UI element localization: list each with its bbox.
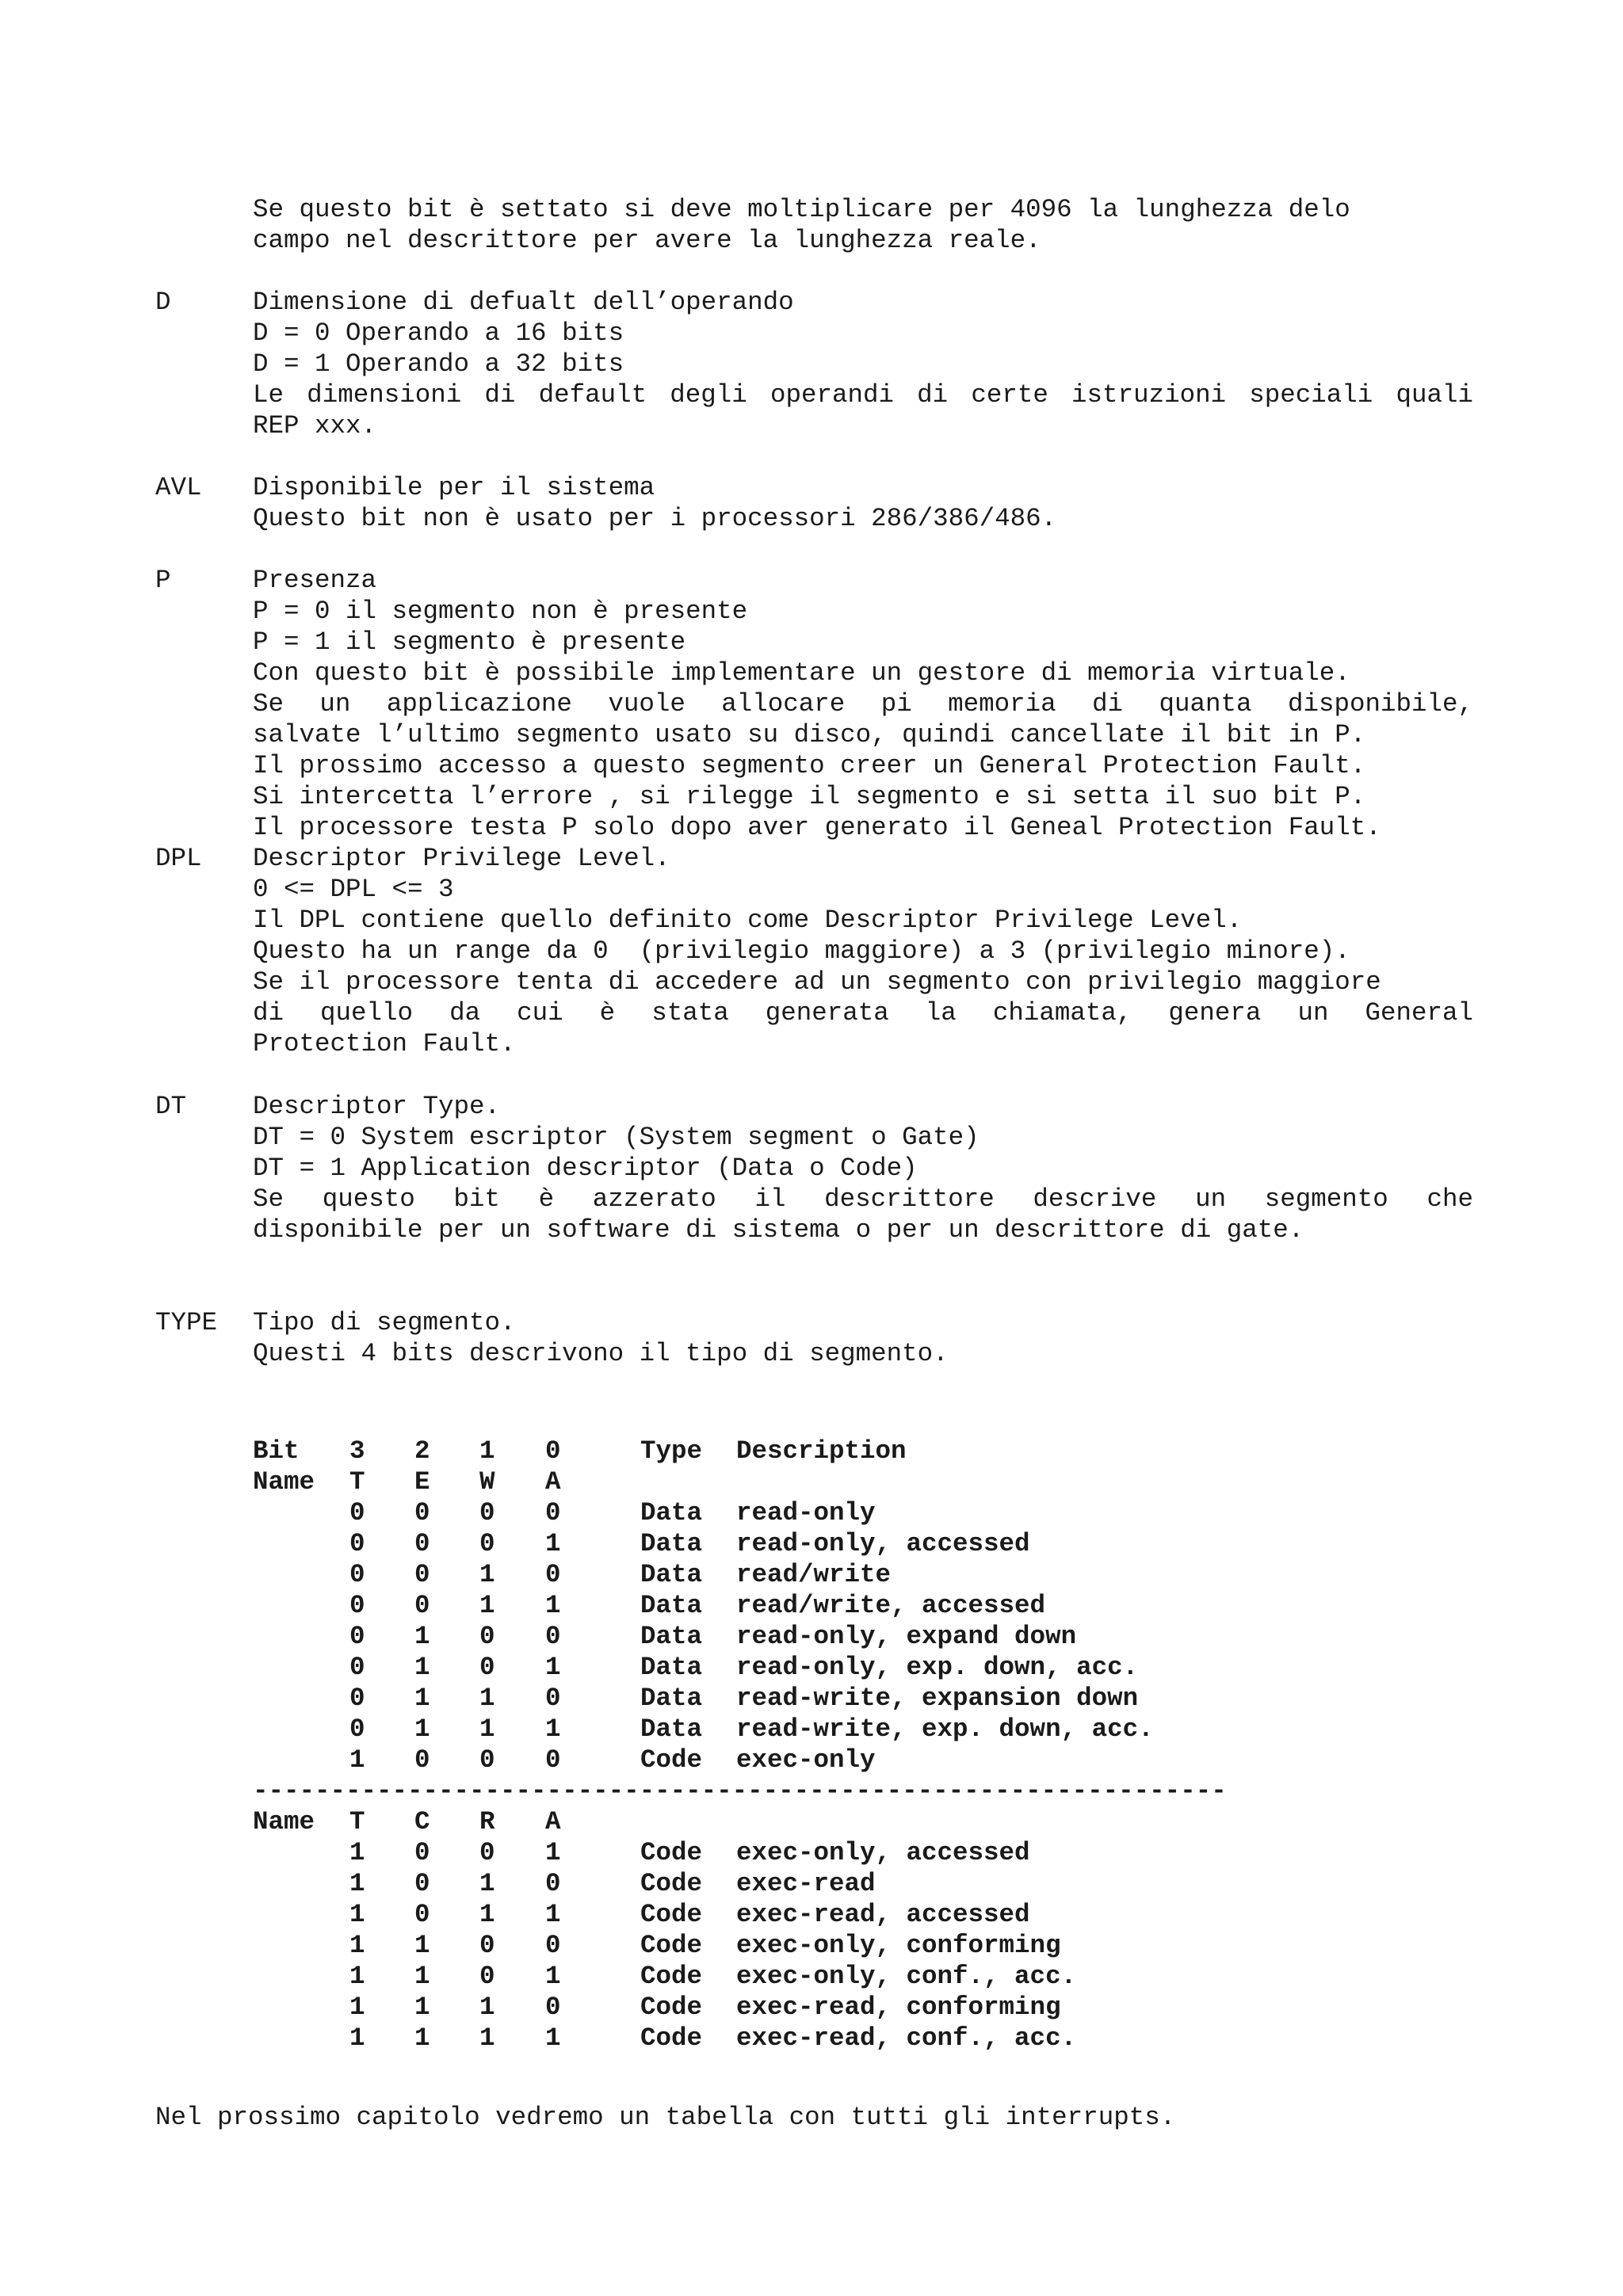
field-d-line: Le dimensioni di default degli operandi di certe istruzioni speciali quali (253, 380, 1473, 410)
table-cell-b1: 0 (479, 1745, 495, 1775)
table-cell-b1: 1 (479, 1900, 495, 1929)
table-cell-type: Code (640, 1869, 703, 1898)
table-cell-b1: 0 (479, 1653, 495, 1682)
field-d-line: D = 0 Operando a 16 bits (253, 318, 624, 348)
table-cell-b0: 0 (545, 1436, 561, 1466)
table-cell-b0: 0 (545, 1684, 561, 1713)
table-cell-b3: 3 (349, 1436, 365, 1466)
field-term-p: P (155, 566, 171, 595)
table-cell-b0: 1 (545, 1714, 561, 1744)
table-cell-b2: 1 (414, 1653, 430, 1682)
field-term-dpl: DPL (155, 844, 202, 873)
table-cell-type: Code (640, 1838, 703, 1867)
table-cell-b1: R (479, 1807, 495, 1836)
table-cell-desc: read-write, exp. down, acc. (736, 1714, 1154, 1744)
table-cell-desc: read-only (736, 1498, 876, 1527)
field-term-d: D (155, 288, 171, 317)
table-cell-desc: read-only, accessed (736, 1529, 1030, 1558)
table-cell-desc: read-write, expansion down (736, 1684, 1139, 1713)
table-cell-b3: 1 (349, 1838, 365, 1867)
table-cell-type: Data (640, 1529, 703, 1558)
table-cell-b2: 0 (414, 1745, 430, 1775)
table-cell-desc: Description (736, 1436, 907, 1466)
field-d-line: REP xxx. (253, 411, 377, 441)
table-cell-b1: 1 (479, 1714, 495, 1744)
field-avl-line: Questo bit non è usato per i processori 286/386/486. (253, 504, 1057, 533)
table-cell-desc: exec-only, conf., acc. (736, 1962, 1077, 1991)
table-cell-desc: exec-read, conf., acc. (736, 2023, 1077, 2053)
field-dpl-line: Questo ha un range da 0 (privilegio maggiore) a 3 (privilegio minore). (253, 936, 1350, 966)
table-cell-b2: 1 (414, 1962, 430, 1991)
field-dpl-line: di quello da cui è stata generata la chiamata, genera un General (253, 998, 1473, 1028)
table-cell-b2: 1 (414, 1714, 430, 1744)
table-cell-b1: 0 (479, 1931, 495, 1960)
table-cell-desc: read/write (736, 1560, 892, 1589)
field-term-type: TYPE (155, 1308, 218, 1337)
table-cell-b1: 1 (479, 1993, 495, 2022)
field-p-line: Con questo bit è possibile implementare un gestore di memoria virtuale. (253, 658, 1350, 688)
table-cell-b2: 0 (414, 1560, 430, 1589)
table-cell-b2: 0 (414, 1900, 430, 1929)
table-cell-b3: 0 (349, 1529, 365, 1558)
table-cell-b3: 0 (349, 1591, 365, 1620)
table-cell-b0: 1 (545, 1900, 561, 1929)
field-avl-line: Disponibile per il sistema (253, 473, 655, 502)
table-cell-b3: 0 (349, 1653, 365, 1682)
table-cell-b2: 0 (414, 1869, 430, 1898)
table-cell-b2: C (414, 1807, 430, 1836)
field-p-line: Presenza (253, 566, 377, 595)
field-dt-line: Se questo bit è azzerato il descrittore descrive un segmento che (253, 1184, 1473, 1214)
table-cell-b0: 1 (545, 1838, 561, 1867)
field-p-line: P = 0 il segmento non è presente (253, 597, 748, 626)
table-cell-name: Name (253, 1807, 315, 1836)
field-dpl-line: Protection Fault. (253, 1029, 516, 1058)
field-dt-line: Descriptor Type. (253, 1092, 501, 1121)
footer-text: Nel prossimo capitolo vedremo un tabella con tutti gli interrupts. (155, 2103, 1176, 2132)
table-cell-b2: 2 (414, 1436, 430, 1466)
field-dpl-line: Descriptor Privilege Level. (253, 844, 670, 873)
table-cell-type: Data (640, 1622, 703, 1651)
table-cell-desc: exec-read, conforming (736, 1993, 1061, 2022)
table-cell-b3: T (349, 1807, 365, 1836)
table-cell-type: Data (640, 1560, 703, 1589)
table-cell-b1: 1 (479, 1560, 495, 1589)
field-p-line: P = 1 il segmento è presente (253, 627, 686, 657)
table-cell-b3: 0 (349, 1498, 365, 1527)
table-cell-b3: 1 (349, 2023, 365, 2053)
table-cell-type: Data (640, 1714, 703, 1744)
table-cell-b0: 0 (545, 1498, 561, 1527)
field-d-line: D = 1 Operando a 32 bits (253, 349, 624, 379)
table-cell-b2: 1 (414, 1684, 430, 1713)
table-cell-desc: exec-only, conforming (736, 1931, 1061, 1960)
table-cell-type: Data (640, 1591, 703, 1620)
table-cell-b3: 1 (349, 1869, 365, 1898)
table-divider: --------------------------------------------------------------- (253, 1776, 1227, 1806)
table-cell-b1: 1 (479, 1684, 495, 1713)
field-term-dt: DT (155, 1092, 187, 1121)
table-cell-b2: 0 (414, 1838, 430, 1867)
table-cell-desc: exec-read, accessed (736, 1900, 1030, 1929)
table-cell-b3: 0 (349, 1560, 365, 1589)
table-cell-b1: 1 (479, 1436, 495, 1466)
table-cell-type: Code (640, 2023, 703, 2053)
table-cell-b1: 1 (479, 1591, 495, 1620)
table-cell-b3: T (349, 1467, 365, 1497)
table-cell-b3: 0 (349, 1714, 365, 1744)
table-cell-b2: 1 (414, 1622, 430, 1651)
field-p-line: Si intercetta l’errore , si rilegge il segmento e si setta il suo bit P. (253, 782, 1366, 811)
table-cell-b3: 1 (349, 1931, 365, 1960)
table-cell-b0: 0 (545, 1993, 561, 2022)
table-cell-b0: A (545, 1807, 561, 1836)
table-cell-b3: 0 (349, 1622, 365, 1651)
table-cell-b1: 0 (479, 1962, 495, 1991)
table-cell-b3: 1 (349, 1900, 365, 1929)
table-cell-type: Data (640, 1653, 703, 1682)
intro-line-1: Se questo bit è settato si deve moltiplicare per 4096 la lunghezza delo (253, 195, 1350, 224)
table-cell-b0: 1 (545, 1653, 561, 1682)
table-cell-desc: exec-only (736, 1745, 876, 1775)
table-cell-b0: 0 (545, 1931, 561, 1960)
table-cell-b3: 1 (349, 1962, 365, 1991)
table-cell-b2: 1 (414, 2023, 430, 2053)
table-cell-type: Data (640, 1684, 703, 1713)
table-cell-b2: 0 (414, 1498, 430, 1527)
table-cell-b0: 1 (545, 2023, 561, 2053)
table-cell-b2: 1 (414, 1993, 430, 2022)
table-cell-b0: 0 (545, 1622, 561, 1651)
field-p-line: Il prossimo accesso a questo segmento creer un General Protection Fault. (253, 751, 1366, 780)
table-cell-type: Data (640, 1498, 703, 1527)
table-cell-b2: 0 (414, 1529, 430, 1558)
table-cell-type: Type (640, 1436, 703, 1466)
table-cell-b1: W (479, 1467, 495, 1497)
table-cell-b2: E (414, 1467, 430, 1497)
field-dt-line: DT = 1 Application descriptor (Data o Code) (253, 1154, 918, 1183)
field-dt-line: disponibile per un software di sistema o per un descrittore di gate. (253, 1215, 1304, 1245)
table-cell-b3: 0 (349, 1684, 365, 1713)
table-cell-b0: 0 (545, 1745, 561, 1775)
table-cell-b0: 0 (545, 1869, 561, 1898)
table-cell-b0: 1 (545, 1962, 561, 1991)
table-cell-desc: read-only, expand down (736, 1622, 1077, 1651)
table-cell-type: Code (640, 1745, 703, 1775)
table-cell-b0: 1 (545, 1591, 561, 1620)
field-d-line: Dimensione di defualt dell’operando (253, 288, 794, 317)
table-cell-b3: 1 (349, 1745, 365, 1775)
table-cell-desc: exec-only, accessed (736, 1838, 1030, 1867)
table-cell-type: Code (640, 1993, 703, 2022)
field-dpl-line: Il DPL contiene quello definito come Descriptor Privilege Level. (253, 906, 1243, 935)
table-cell-b1: 0 (479, 1529, 495, 1558)
table-cell-type: Code (640, 1900, 703, 1929)
table-cell-b2: 1 (414, 1931, 430, 1960)
table-cell-desc: read/write, accessed (736, 1591, 1046, 1620)
field-p-line: salvate l’ultimo segmento usato su disco, quindi cancellate il bit in P. (253, 720, 1366, 749)
field-term-avl: AVL (155, 473, 202, 502)
table-cell-type: Code (640, 1962, 703, 1991)
table-cell-b1: 0 (479, 1498, 495, 1527)
table-cell-name: Name (253, 1467, 315, 1497)
table-cell-name: Bit (253, 1436, 300, 1466)
table-cell-desc: read-only, exp. down, acc. (736, 1653, 1139, 1682)
table-cell-b1: 0 (479, 1838, 495, 1867)
table-cell-b1: 1 (479, 1869, 495, 1898)
field-dpl-line: 0 <= DPL <= 3 (253, 875, 454, 904)
field-type-line: Tipo di segmento. (253, 1308, 516, 1337)
table-cell-b1: 1 (479, 2023, 495, 2053)
table-cell-b0: 0 (545, 1560, 561, 1589)
table-cell-b0: A (545, 1467, 561, 1497)
field-dpl-line: Se il processore tenta di accedere ad un segmento con privilegio maggiore (253, 967, 1381, 997)
intro-line-2: campo nel descrittore per avere la lunghezza reale. (253, 226, 1041, 255)
table-cell-b0: 1 (545, 1529, 561, 1558)
table-cell-b2: 0 (414, 1591, 430, 1620)
table-cell-desc: exec-read (736, 1869, 876, 1898)
table-cell-type: Code (640, 1931, 703, 1960)
field-dt-line: DT = 0 System escriptor (System segment o Gate) (253, 1123, 980, 1152)
table-cell-b3: 1 (349, 1993, 365, 2022)
field-p-line: Il processore testa P solo dopo aver generato il Geneal Protection Fault. (253, 813, 1381, 842)
field-type-line: Questi 4 bits descrivono il tipo di segmento. (253, 1339, 949, 1368)
field-p-line: Se un applicazione vuole allocare pi memoria di quanta disponibile, (253, 689, 1473, 719)
table-cell-b1: 0 (479, 1622, 495, 1651)
